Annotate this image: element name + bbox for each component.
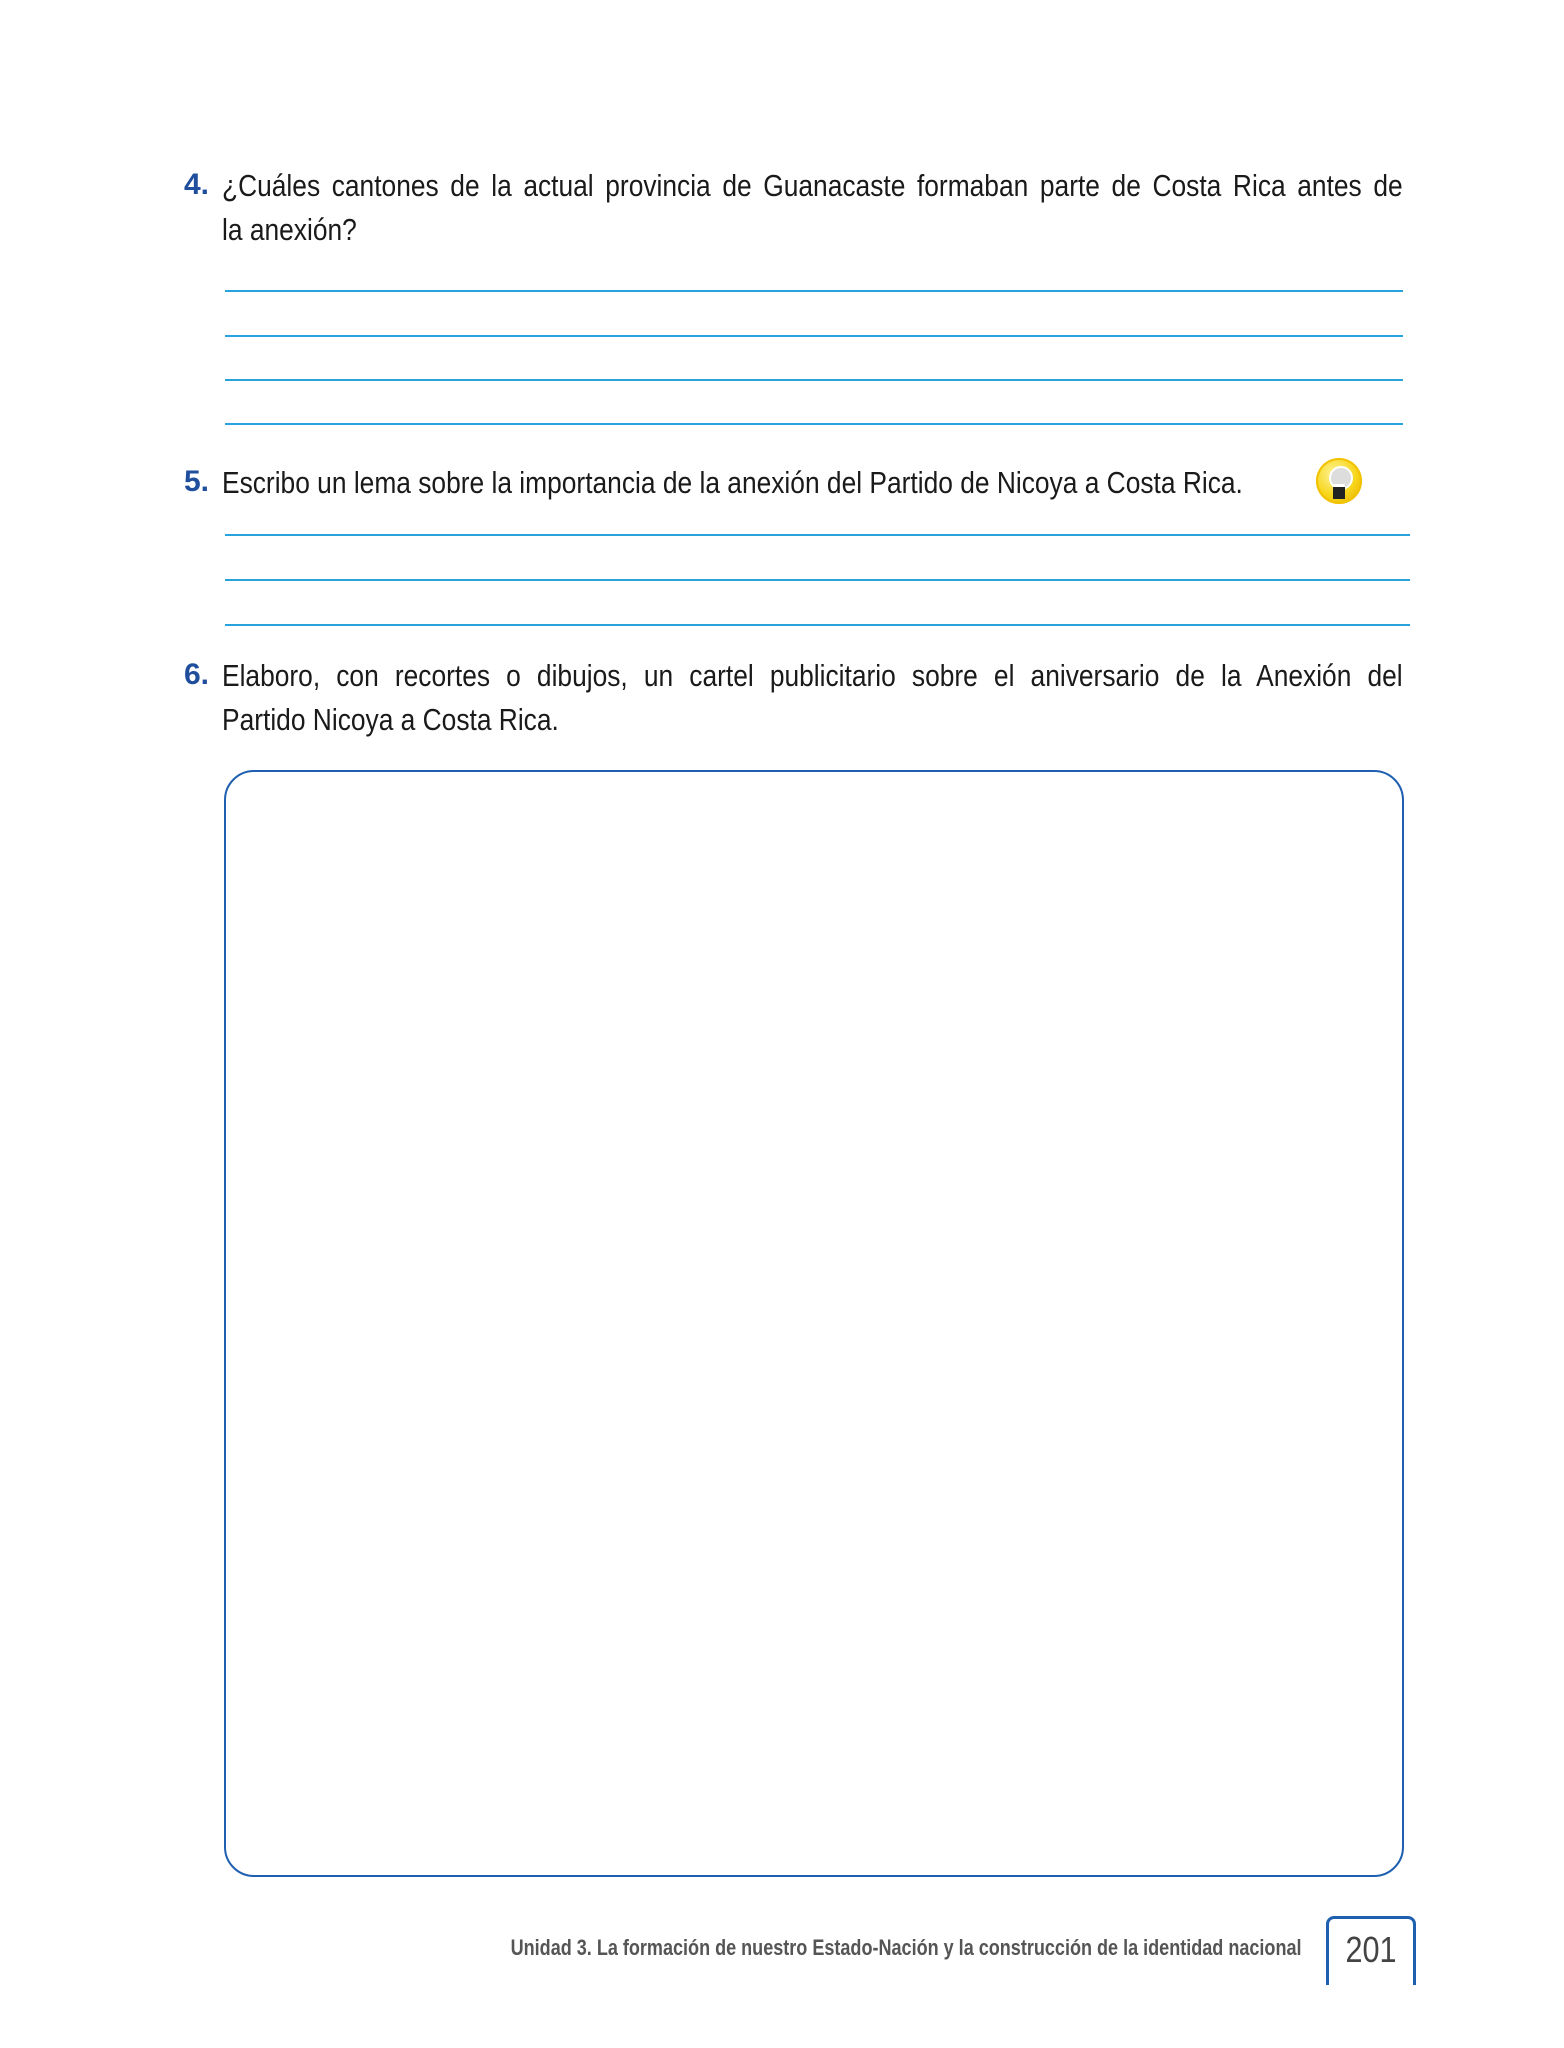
answer-line[interactable] xyxy=(225,379,1403,381)
lightbulb-icon xyxy=(1316,458,1362,504)
question-5-number: 5. xyxy=(184,465,210,498)
question-4-number: 4. xyxy=(184,168,210,201)
question-6-text xyxy=(222,654,1403,742)
question-6-number: 6. xyxy=(184,658,210,691)
question-5-text xyxy=(222,461,1403,505)
answer-line[interactable] xyxy=(225,335,1403,337)
question-4-line: la anexión? xyxy=(222,212,357,247)
answer-line[interactable] xyxy=(225,624,1410,626)
question-5-line: Escribo un lema sobre la importancia de la anexión del Partido de Nicoya a Costa Rica. xyxy=(222,465,1243,500)
answer-line[interactable] xyxy=(225,423,1403,425)
question-4-line: ¿Cuáles cantones de la actual provincia de Guanacaste formaban parte de Costa Rica antes de xyxy=(222,168,1403,203)
question-6-line: Elaboro, con recortes o dibujos, un cartel publicitario sobre el aniversario de la Anexión del xyxy=(222,658,1403,693)
answer-line[interactable] xyxy=(225,290,1403,292)
question-6-line: Partido Nicoya a Costa Rica. xyxy=(222,702,559,737)
page-number-box xyxy=(1326,1916,1416,1985)
question-4-text xyxy=(222,164,1403,252)
poster-drawing-area[interactable] xyxy=(224,770,1404,1877)
answer-line[interactable] xyxy=(225,579,1410,581)
footer-unit-title: Unidad 3. La formación de nuestro Estado-Nación y la construcción de la identidad nacional xyxy=(511,1935,1302,1960)
answer-line[interactable] xyxy=(225,534,1410,536)
page-number: 201 xyxy=(1345,1929,1397,1970)
